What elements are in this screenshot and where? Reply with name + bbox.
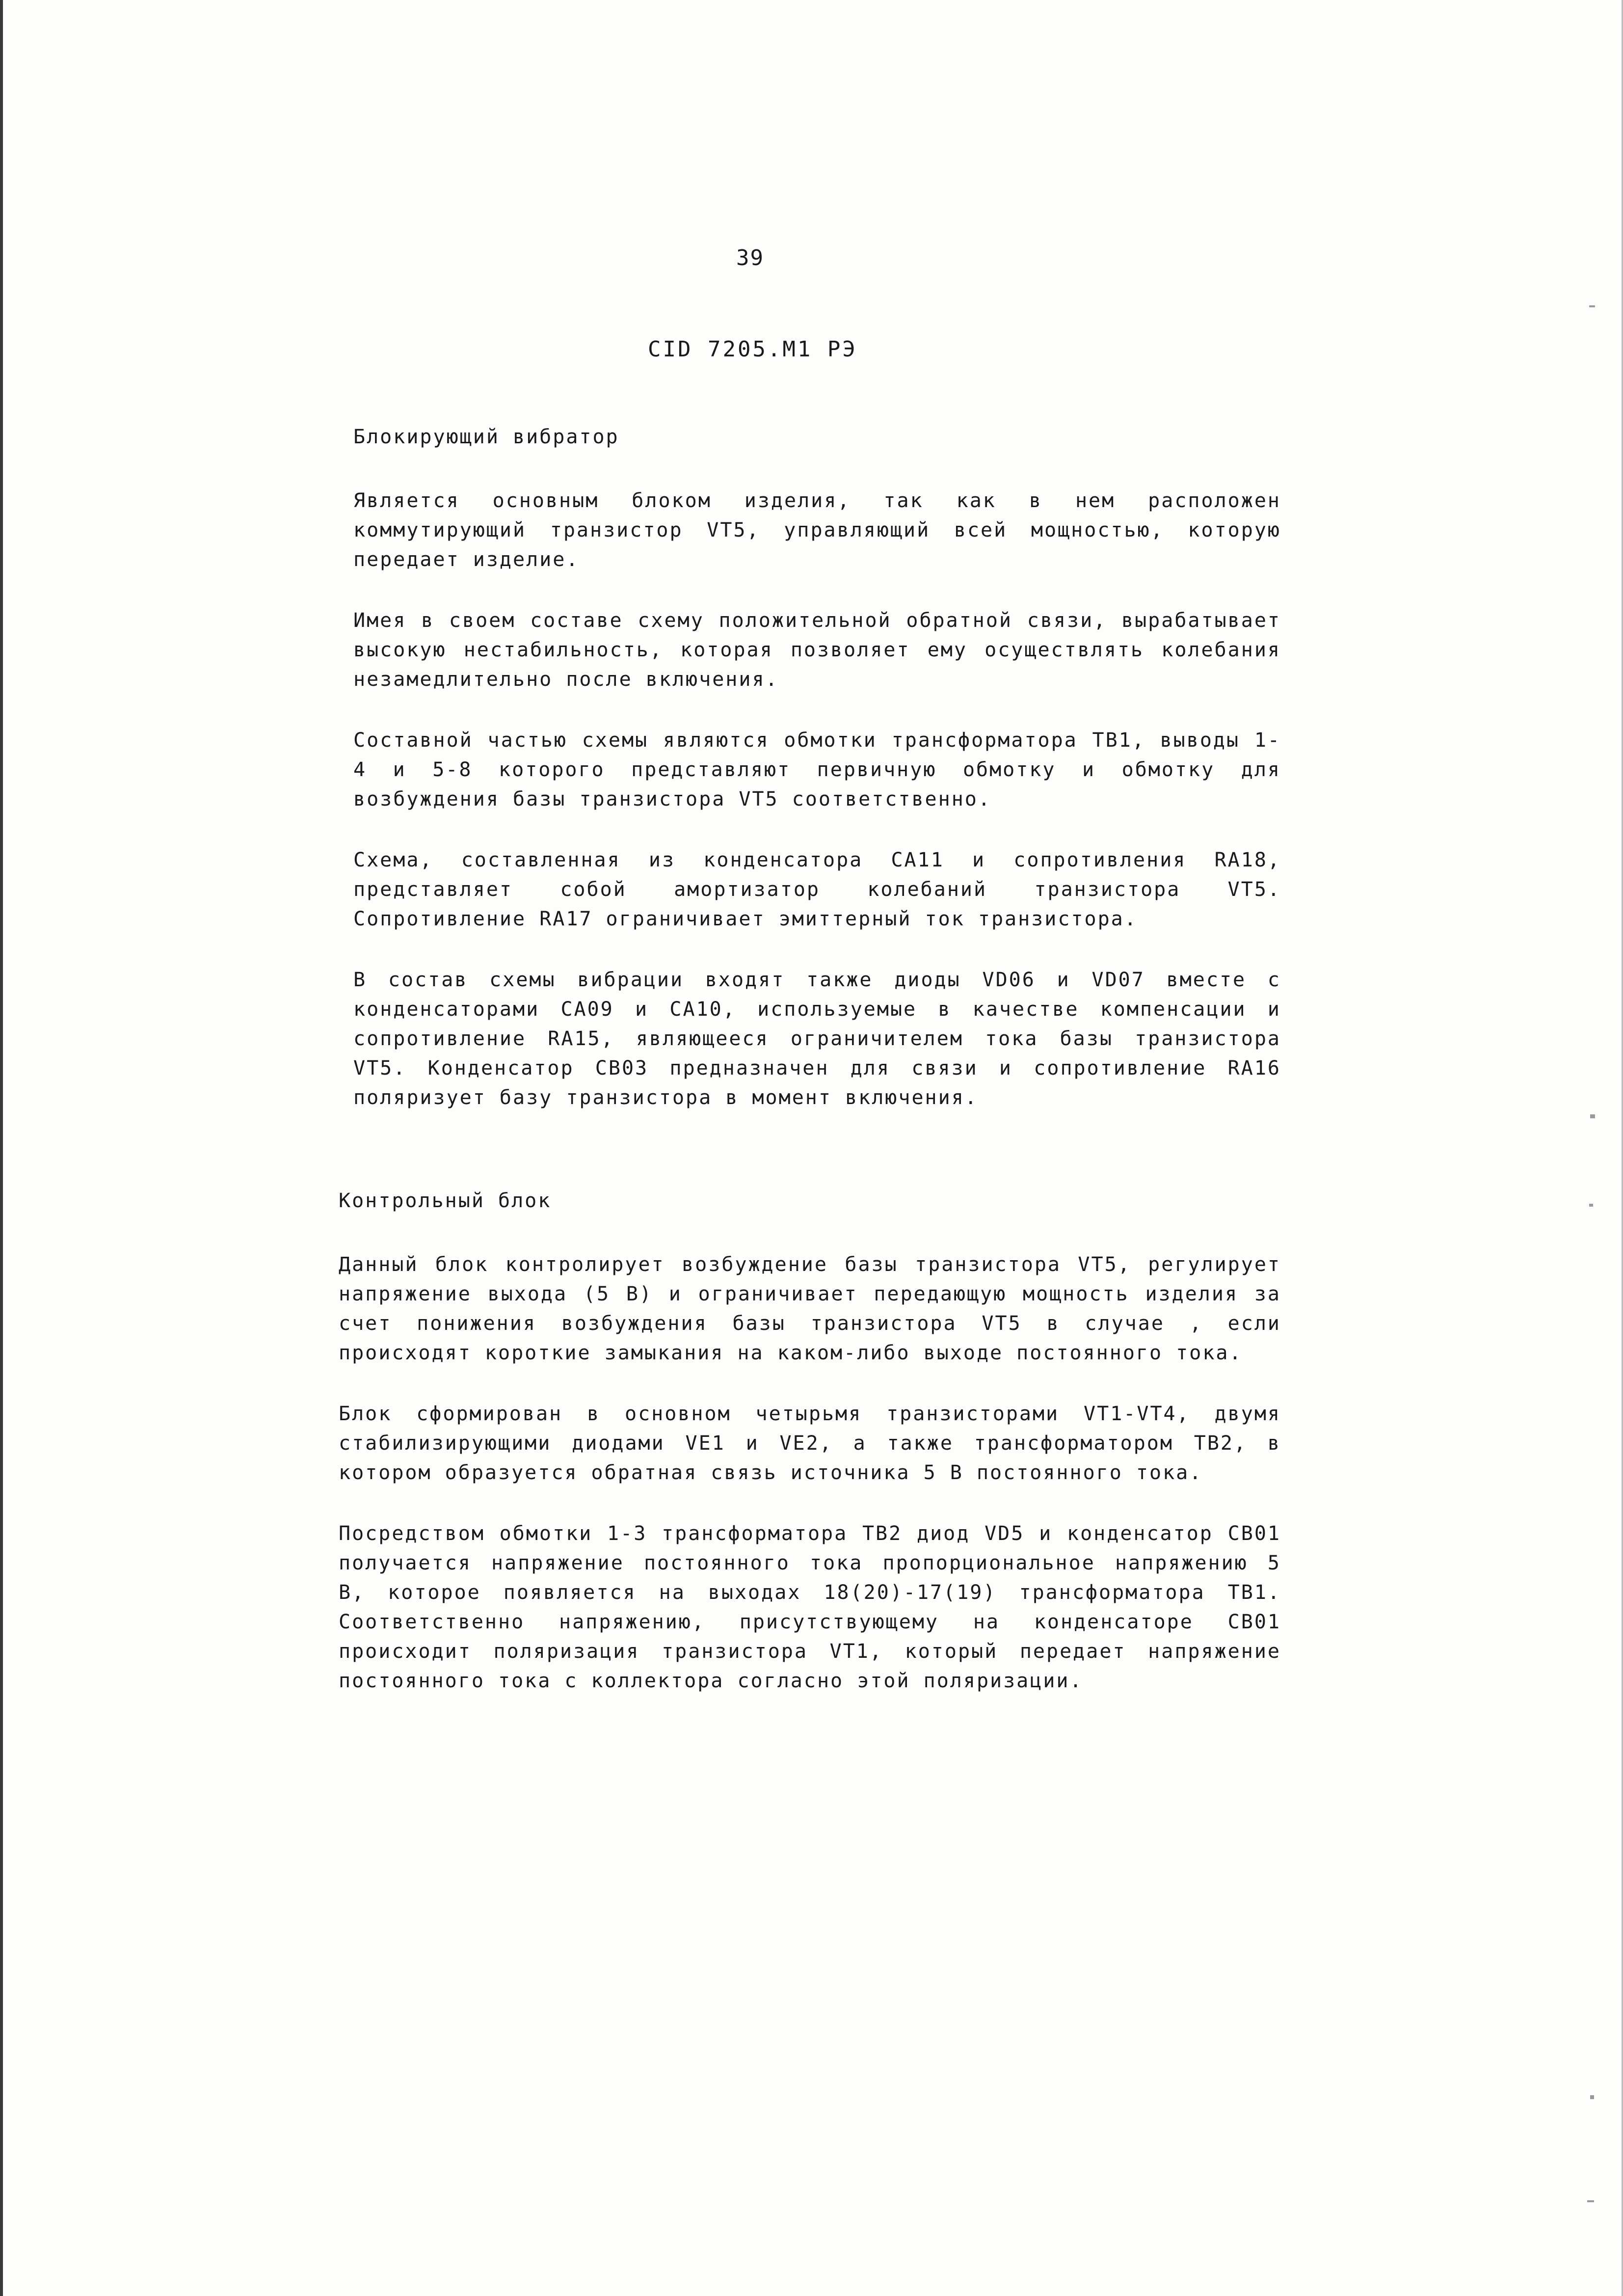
paragraph: Является основным блоком изделия, так как в нем расположен коммутирующий транзистор VT5, управляющий всей мощностью, которую передает изделие. xyxy=(353,489,1281,571)
document-code: CID 7205.M1 РЭ xyxy=(648,337,857,362)
scan-speck xyxy=(1590,1114,1595,1118)
page-number: 39 xyxy=(736,245,764,270)
paragraph: Составной частью схемы являются обмотки трансформатора TB1, выводы 1-4 и 5-8 которого представляют первичную обмотку и обмотку для возбуждения базы транзистора VT5 соответственно. xyxy=(353,729,1281,810)
scan-speck xyxy=(1589,305,1595,307)
section-heading-blocking-oscillator: Блокирующий вибратор xyxy=(353,426,619,448)
paragraph: Имея в своем составе схему положительной обратной связи, вырабатывает высокую нестабильность, которая позволяет ему осуществлять колебания незамедлительно после включения. xyxy=(353,609,1281,691)
scan-speck xyxy=(1589,1204,1593,1207)
scan-speck xyxy=(1587,2200,1594,2202)
paragraph: В состав схемы вибрации входят также диоды VD06 и VD07 вместе с конденсаторами CA09 и CA10, используемые в качестве компенсации и сопротивление RA15, являющееся ограничителем тока базы транзистора VT5. Конденсатор CB03 предназначен для связи и сопротивление RA16 поляризует базу транзистора в момент включения. xyxy=(353,969,1281,1109)
section-heading-control-block: Контрольный блок xyxy=(339,1189,552,1212)
scan-left-edge xyxy=(0,0,3,2296)
scan-speck xyxy=(1590,2095,1594,2099)
paragraph: Посредством обмотки 1-3 трансформатора TB2 диод VD5 и конденсатор CB01 получается напряжение постоянного тока пропорциональное напряжению 5 В, которое появляется на выходах 18(20)-17(19) трансформатора TB1. Соответственно напряжению, присутствующему на конденсаторе CB01 происходит поляризация транзистора VT1, который передает напряжение постоянного тока с коллектора согласно этой поляризации. xyxy=(339,1522,1281,1692)
paragraph: Данный блок контролирует возбуждение базы транзистора VT5, регулирует напряжение выхода (5 В) и ограничивает передающую мощность изделия за счет понижения возбуждения базы транзистора VT5 в случае , если происходят короткие замыкания на каком-либо выходе постоянного тока. xyxy=(339,1253,1281,1364)
paragraph: Блок сформирован в основном четырьмя транзисторами VT1-VT4, двумя стабилизирующими диодами VE1 и VE2, а также трансформатором TB2, в котором образуется обратная связь источника 5 В постоянного тока. xyxy=(339,1403,1281,1484)
paragraph: Схема, составленная из конденсатора CA11 и сопротивления RA18, представляет собой амортизатор колебаний транзистора VT5. Сопротивление RA17 ограничивает эмиттерный ток транзистора. xyxy=(353,849,1281,930)
document-body xyxy=(339,422,1281,1696)
